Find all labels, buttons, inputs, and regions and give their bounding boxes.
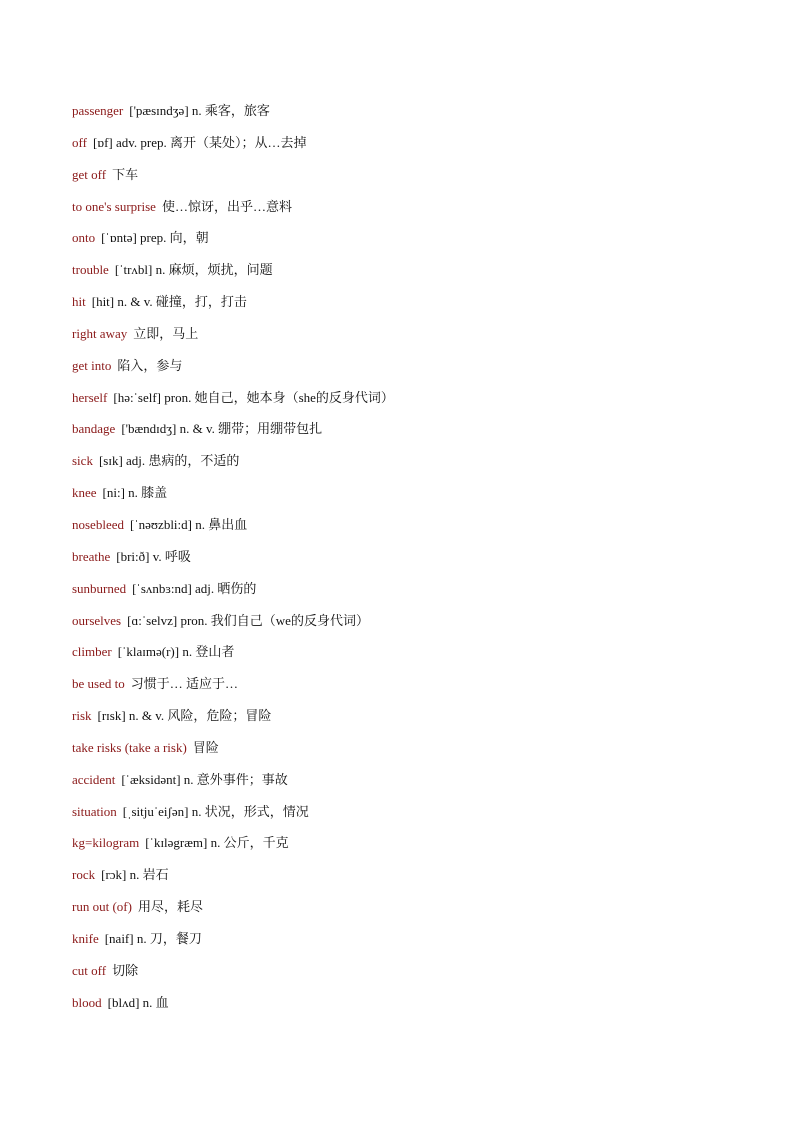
vocab-word: trouble bbox=[72, 262, 109, 278]
vocab-entry bbox=[72, 132, 752, 164]
vocabulary-list bbox=[72, 100, 752, 1023]
vocab-word: sick bbox=[72, 453, 93, 469]
vocab-entry bbox=[72, 227, 752, 259]
vocab-entry bbox=[72, 960, 752, 992]
vocab-entry bbox=[72, 641, 752, 673]
vocab-word: knee bbox=[72, 485, 97, 501]
vocab-entry bbox=[72, 992, 752, 1024]
vocab-definition: [sɪk] adj. 患病的，不适的 bbox=[98, 453, 240, 469]
vocab-definition: [ˈæksidənt] n. 意外事件；事故 bbox=[121, 771, 288, 787]
vocab-entry bbox=[72, 514, 752, 546]
vocab-entry bbox=[72, 896, 752, 928]
vocab-entry bbox=[72, 864, 752, 896]
vocab-definition: [ɑ:ˈselvz] pron. 我们自己（we的反身代词） bbox=[127, 612, 369, 628]
vocab-word: risk bbox=[72, 708, 92, 724]
vocab-definition: [blʌd] n. 血 bbox=[107, 994, 169, 1010]
vocab-entry bbox=[72, 928, 752, 960]
vocab-entry bbox=[72, 259, 752, 291]
vocab-entry bbox=[72, 323, 752, 355]
vocab-definition: ['bændɪdʒ] n. & v. 绷带；用绷带包扎 bbox=[121, 421, 323, 437]
vocab-word: passenger bbox=[72, 103, 124, 118]
vocab-word: be used to bbox=[72, 676, 125, 692]
vocab-word: bandage bbox=[72, 421, 116, 437]
vocab-definition: [ˌsitjuˈeiʃən] n. 状况，形式，情况 bbox=[122, 803, 309, 819]
vocab-definition: [ˈɒntə] prep. 向，朝 bbox=[101, 230, 209, 246]
vocab-word: take risks (take a risk) bbox=[72, 739, 187, 755]
vocab-entry bbox=[72, 196, 752, 228]
vocab-word: climber bbox=[72, 644, 112, 660]
vocab-definition: 下车 bbox=[112, 166, 139, 182]
vocab-entry bbox=[72, 418, 752, 450]
vocab-word: run out (of) bbox=[72, 899, 132, 915]
vocab-entry bbox=[72, 610, 752, 642]
vocab-definition: [rɪsk] n. & v. 风险，危险；冒险 bbox=[97, 708, 272, 724]
vocab-word: kg=kilogram bbox=[72, 835, 140, 851]
vocab-entry bbox=[72, 291, 752, 323]
vocab-word: to one's surprise bbox=[72, 198, 156, 214]
vocab-definition: 用尽，耗尽 bbox=[137, 899, 203, 915]
vocab-entry bbox=[72, 546, 752, 578]
vocab-word: breathe bbox=[72, 548, 111, 564]
vocab-entry bbox=[72, 482, 752, 514]
vocab-definition: [hit] n. & v. 碰撞，打，打击 bbox=[91, 294, 247, 310]
vocab-entry bbox=[72, 164, 752, 196]
vocab-word: knife bbox=[72, 930, 99, 946]
vocab-definition: 冒险 bbox=[192, 739, 219, 755]
vocab-entry bbox=[72, 832, 752, 864]
vocab-definition: [ˈklaɪmə(r)] n. 登山者 bbox=[117, 644, 235, 660]
vocab-definition: [ˈsʌnbɜ:nd] adj. 晒伤的 bbox=[132, 580, 257, 596]
vocab-entry bbox=[72, 769, 752, 801]
vocab-definition: [bri:ð] v. 呼吸 bbox=[116, 548, 191, 564]
vocab-word: herself bbox=[72, 389, 108, 405]
vocab-definition: [ˈnəʊzbli:d] n. 鼻出血 bbox=[129, 516, 248, 532]
vocab-word: nosebleed bbox=[72, 516, 124, 532]
vocab-entry bbox=[72, 673, 752, 705]
vocab-word: ourselves bbox=[72, 612, 122, 628]
vocab-entry bbox=[72, 578, 752, 610]
vocab-entry bbox=[72, 100, 752, 132]
vocab-entry bbox=[72, 450, 752, 482]
vocab-word: onto bbox=[72, 230, 96, 246]
vocab-definition: [hə:ˈself] pron. 她自己，她本身（she的反身代词） bbox=[113, 389, 394, 405]
vocab-definition: 使…惊讶，出乎…意料 bbox=[161, 198, 292, 214]
vocab-definition: [ˈkɪləgræm] n. 公斤，千克 bbox=[145, 835, 289, 851]
vocab-definition: 立即，马上 bbox=[133, 325, 199, 341]
vocab-word: sunburned bbox=[72, 580, 127, 596]
vocab-definition: 陷入，参与 bbox=[117, 357, 183, 373]
vocab-word: situation bbox=[72, 803, 117, 819]
vocab-word: hit bbox=[72, 294, 86, 310]
vocab-definition: 切除 bbox=[112, 962, 139, 978]
vocab-entry bbox=[72, 355, 752, 387]
vocab-definition: [naif] n. 刀，餐刀 bbox=[104, 930, 202, 946]
vocab-entry bbox=[72, 705, 752, 737]
vocab-entry bbox=[72, 387, 752, 419]
vocab-definition: ['pæsɪndʒə] n. 乘客，旅客 bbox=[129, 103, 270, 118]
vocab-word: rock bbox=[72, 867, 96, 883]
vocab-definition: [ni:] n. 膝盖 bbox=[102, 485, 168, 501]
vocab-definition: [ɒf] adv. prep. 离开（某处）；从…去掉 bbox=[92, 134, 307, 150]
vocab-word: off bbox=[72, 134, 87, 150]
vocab-word: cut off bbox=[72, 962, 107, 978]
vocab-word: get into bbox=[72, 357, 112, 373]
vocab-entry bbox=[72, 737, 752, 769]
vocab-word: get off bbox=[72, 166, 107, 182]
vocab-definition: [ˈtrʌbl] n. 麻烦，烦扰，问题 bbox=[114, 262, 273, 278]
vocab-definition: 习惯于… 适应于… bbox=[130, 676, 238, 692]
vocab-word: right away bbox=[72, 325, 128, 341]
vocab-word: blood bbox=[72, 994, 102, 1010]
vocab-definition: [rɔk] n. 岩石 bbox=[101, 867, 169, 883]
vocab-word: accident bbox=[72, 771, 116, 787]
vocab-entry bbox=[72, 801, 752, 833]
